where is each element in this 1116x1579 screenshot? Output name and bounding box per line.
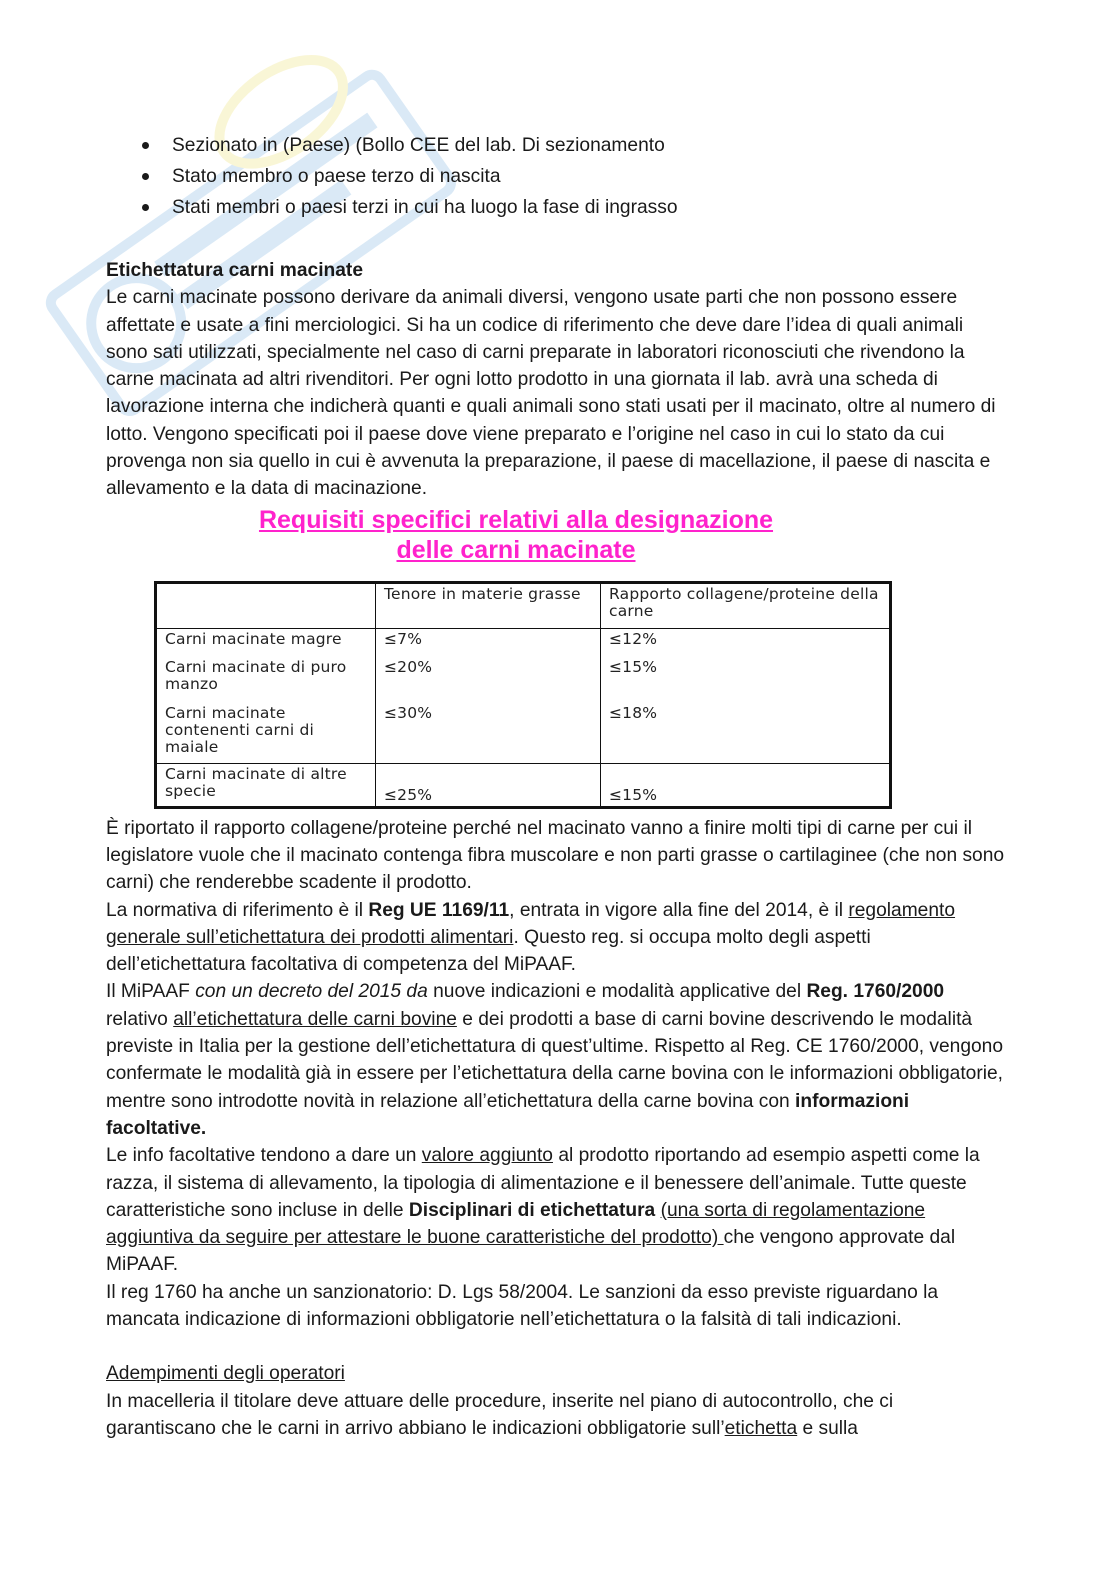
section-body: Le carni macinate possono derivare da animali diversi, vengono usate parti che non possono essere affettate e usate a fini merciologici. Si ha un codice di riferimento che deve dare l’idea di quali animali sono sati utilizzati, specialmente nel caso di carni preparate in laboratori riconosciuti che rivendono la carne macinata ad altri rivenditori. Per ogni lotto prodotto in una giornata il lab. avrà una scheda di lavorazione interna che indicherà quanti e quali animali sono stati usati per il macinato, oltre al numero di lotto. Vengono specificati poi il paese dove viene preparato e l’origine nel caso in cui lo stato da cui provenga non sia quello in cui è avvenuta la preparazione, il paese di macellazione, il paese di nascita e allevamento e la data di macinazione. [106, 287, 996, 500]
bullet-dot-icon [142, 173, 149, 180]
table-cell: Carni macinate di altre specie [156, 763, 376, 807]
document-page [106, 130, 1006, 1442]
paragraph-optional-info: Le info facoltative tendono a dare un valore aggiunto al prodotto riportando ad esempio aspetti come la razza, il sistema di allevamento, la tipologia di alimentazione e il benessere dell’animale. Tutte queste caratteristiche sono incluse in delle Disciplinari di etichettatura (una sorta di regolamentazione aggiuntiva da seguire per attestare le buone caratteristiche del prodotto) che vengono approvate dal MiPAAF. [106, 1145, 980, 1276]
table-header-cell [156, 582, 376, 628]
paragraph-mipaaf: Il MiPAAF con un decreto del 2015 da nuove indicazioni e modalità applicative del Reg. 1760/2000 relativo all’etichettatura delle carni bovine e dei prodotti a base di carni bovine descrivendo le modalità previste in Italia per la gestione dell’etichettatura di quest’ultime. Rispetto al Reg. CE 1760/2000, vengono confermate le modalità già in essere per l’etichettatura della carne bovina con le informazioni obbligatorie, mentre sono introdotte novità in relazione all’etichettatura della carne bovina con informazioni facoltative. [106, 981, 1004, 1139]
table-cell: ≤25% [376, 763, 601, 807]
table-header-cell: Tenore in materie grasse [376, 582, 601, 628]
requirements-table [154, 581, 892, 809]
table-row [156, 628, 891, 657]
table-row [156, 703, 891, 764]
paragraph-regulation: La normativa di riferimento è il Reg UE 1169/11, entrata in vigore alla fine del 2014, è il regolamento generale sull’etichettatura dei prodotti alimentari. Questo reg. si occupa molto degli aspetti dell’etichettatura facoltativa di competenza del MiPAAF. [106, 899, 956, 976]
table-cell: Carni macinate di puro manzo [156, 657, 376, 703]
figure-title: Requisiti specifici relativi alla designazione delle carni macinate [258, 505, 774, 564]
table-cell: ≤12% [609, 629, 658, 648]
bullet-list [106, 130, 1006, 223]
table-cell: ≤15% [609, 657, 658, 676]
section-heading: Adempimenti degli operatori [106, 1363, 345, 1385]
table-cell: ≤15% [601, 763, 891, 807]
table-cell: ≤30% [376, 703, 601, 764]
table-cell: ≤7% [376, 628, 601, 657]
table-row [156, 657, 891, 703]
table-cell: Carni macinate magre [156, 628, 376, 657]
table-header-row [156, 582, 891, 628]
table-header-cell: Rapporto collagene/proteine della carne [601, 582, 891, 628]
paragraph-sanctions: Il reg 1760 ha anche un sanzionatorio: D. Lgs 58/2004. Le sanzioni da esso previste riguardano la mancata indicazione di informazioni obbligatorie nell’etichettatura o la falsità di tali indicazioni. [106, 1281, 939, 1331]
bullet-dot-icon [142, 142, 149, 149]
list-item: Sezionato in (Paese) (Bollo CEE del lab. Di sezionamento [106, 130, 1006, 161]
list-item: Stati membri o paesi terzi in cui ha luogo la fase di ingrasso [106, 192, 1006, 223]
list-item: Stato membro o paese terzo di nascita [106, 161, 1006, 192]
section-heading: Etichettatura carni macinate [106, 260, 363, 281]
table-cell: ≤20% [376, 657, 601, 703]
section-body: In macelleria il titolare deve attuare delle procedure, inserite nel piano di autocontrollo, che ci garantiscano che le carni in arrivo abbiano le indicazioni obbligatorie sull’etichetta e sulla [106, 1390, 894, 1439]
requirements-table-wrapper [154, 581, 1006, 809]
table-cell: ≤18% [609, 703, 658, 722]
paragraph-collagen: È riportato il rapporto collagene/proteine perché nel macinato vanno a finire molti tipi di carne per cui il legislatore vuole che il macinato contenga fibra muscolare e non parti grasse o cartilaginee (che non sono carni) che renderebbe scadente il prodotto. [106, 817, 1005, 894]
table-row [156, 763, 891, 807]
bullet-dot-icon [142, 204, 149, 211]
table-cell: Carni macinate contenenti carni di maiale [156, 703, 376, 764]
